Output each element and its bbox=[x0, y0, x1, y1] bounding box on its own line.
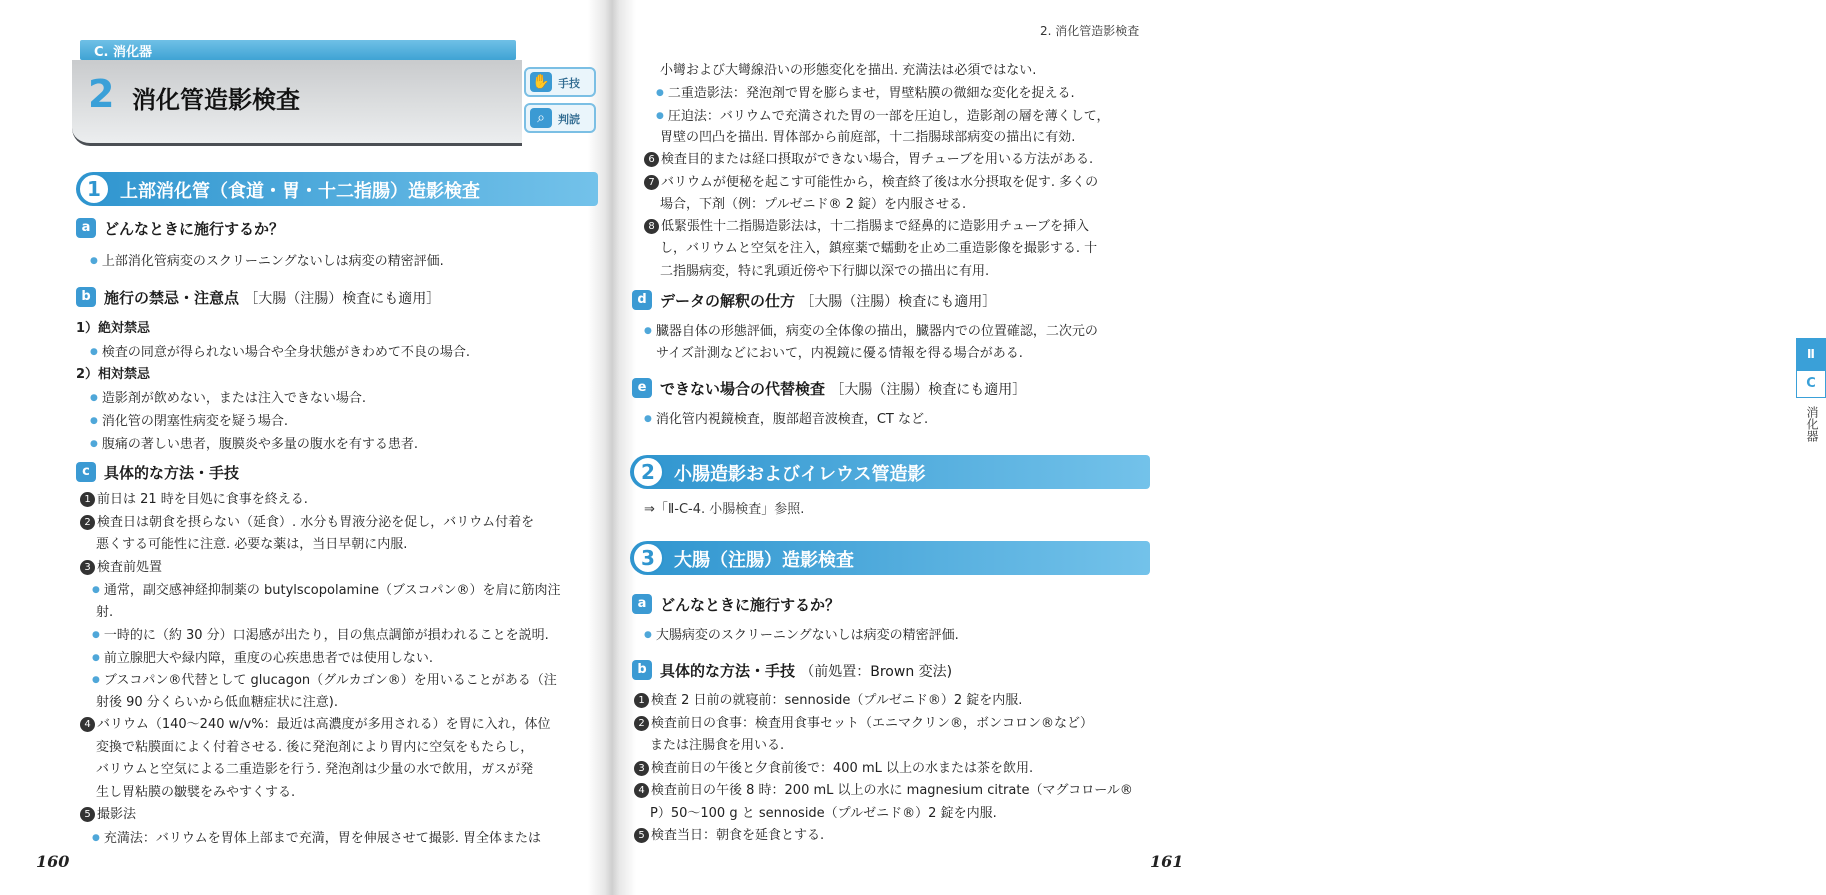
list-item-continued: サイズ計測などにおいて，内視鏡に優る情報を得る場合がある. bbox=[656, 346, 1023, 361]
side-tab-letter: C bbox=[1796, 370, 1826, 398]
skill-tags bbox=[524, 67, 596, 139]
list-item-continued bbox=[96, 784, 295, 802]
step-text: 検査目的または経口摂取ができない場合，胃チューブを用いる方法がある. bbox=[661, 152, 1094, 168]
step-number: 4 bbox=[80, 717, 95, 732]
step-text: 一時的に（約 30 分）口渇感が出たり，目の焦点調節が損われることを説明. bbox=[103, 628, 549, 643]
list-item-continued bbox=[96, 604, 113, 622]
side-tab-roman: Ⅱ bbox=[1796, 338, 1826, 370]
step-text: 通常，副交感神経抑制薬の butylscopolamine（ブスコパン®）を肩に筋肉注 bbox=[103, 583, 561, 598]
subheading-note: ［大腸（注腸）検査にも適用］ bbox=[244, 291, 441, 307]
numbered-step bbox=[634, 782, 1133, 800]
subheading-text: データの解釈の仕方 bbox=[660, 292, 796, 310]
hand-icon: ✋ bbox=[530, 72, 552, 92]
step-number: 7 bbox=[644, 175, 659, 190]
section-number: 3 bbox=[632, 542, 664, 574]
list-item: ● 造影剤が飲めない，または注入できない場合. bbox=[90, 389, 366, 408]
subheading-c bbox=[76, 462, 576, 484]
step-text: 撮影法 bbox=[97, 807, 137, 822]
step-text: ブスコパン®代替として glucagon（グルカゴン®）を用いることがある（注 bbox=[103, 673, 557, 688]
list-item bbox=[92, 649, 433, 668]
subheading-letter: b bbox=[76, 287, 96, 307]
subheading-title bbox=[660, 660, 952, 681]
step-number: 3 bbox=[634, 761, 649, 776]
section-number: 2 bbox=[632, 456, 664, 488]
step-text: または注腸食を用いる. bbox=[650, 738, 785, 753]
subheading-text: 施行の禁忌・注意点 bbox=[104, 289, 240, 307]
subheading-e bbox=[632, 378, 1152, 400]
list-heading: 1）絶対禁忌 bbox=[76, 321, 151, 336]
subheading-letter: c bbox=[76, 462, 96, 482]
subheading-letter: b bbox=[632, 660, 652, 680]
step-text: バリウムと空気による二重造影を行う. 発泡剤は少量の水で飲用，ガスが発 bbox=[96, 762, 534, 777]
subheading-d bbox=[632, 290, 1152, 312]
section-title: 上部消化管（食道・胃・十二指腸）造影検査 bbox=[120, 181, 480, 202]
step-text: バリウムが便秘を起こす可能性から，検査終了後は水分摂取を促す. 多くの bbox=[661, 174, 1099, 190]
section-heading-3 bbox=[630, 541, 1150, 575]
numbered-step bbox=[644, 174, 1098, 192]
subheading-a2 bbox=[632, 594, 1152, 616]
numbered-step bbox=[80, 514, 534, 532]
step-number: 8 bbox=[644, 219, 659, 234]
step-number: 2 bbox=[80, 515, 95, 530]
step-number: 1 bbox=[634, 693, 649, 708]
left-page bbox=[0, 0, 600, 895]
subheading-text: 具体的な方法・手技 bbox=[660, 662, 796, 680]
list-item-continued bbox=[650, 737, 784, 755]
subheading-note: （前処置：Brown 変法) bbox=[800, 664, 953, 680]
numbered-step bbox=[634, 760, 1033, 778]
list-item: ● 上部消化管病変のスクリーニングないしは病変の精密評価. bbox=[90, 252, 444, 271]
cross-reference: ⇒「Ⅱ-C-4. 小腸検査」参照. bbox=[644, 502, 805, 517]
step-text: 射. bbox=[96, 604, 114, 620]
numbered-step bbox=[644, 151, 1093, 169]
list-item bbox=[656, 84, 1075, 103]
list-item: ● 検査の同意が得られない場合や全身状態がきわめて不良の場合. bbox=[90, 343, 470, 362]
page-number: 160 bbox=[36, 852, 70, 871]
list-item-continued bbox=[650, 805, 997, 823]
subheading-title bbox=[104, 287, 440, 308]
step-text: 圧迫法：バリウムで充満された胃の一部を圧迫し，造影剤の層を薄くして， bbox=[667, 108, 1110, 124]
list-item bbox=[92, 829, 541, 848]
subheading-letter: a bbox=[76, 218, 96, 238]
chapter-title: 消化管造影検査 bbox=[132, 86, 300, 114]
step-text: 悪くする可能性に注意. 必要な薬は，当日早朝に内服. bbox=[96, 537, 408, 552]
subheading-letter: a bbox=[632, 594, 652, 614]
tag-label: 判読 bbox=[558, 113, 580, 126]
chapter-side-tab bbox=[1796, 338, 1826, 442]
chapter-number: 2 bbox=[88, 72, 115, 116]
list-heading: 2）相対禁忌 bbox=[76, 367, 151, 382]
subheading-text: できない場合の代替検査 bbox=[660, 380, 826, 398]
list-item-continued bbox=[660, 240, 1097, 258]
numbered-step bbox=[80, 716, 550, 734]
step-text: 検査 2 日前の就寝前：sennoside（プルゼニド®）2 錠を内服. bbox=[651, 693, 1023, 708]
step-text: し，バリウムと空気を注入，鎮痙薬で蠕動を止め二重造影像を撮影する. 十 bbox=[660, 241, 1098, 257]
list-item bbox=[656, 107, 1109, 126]
step-text: 充満法：バリウムを胃体上部まで充満，胃を伸展させて撮影. 胃全体または bbox=[103, 830, 541, 846]
step-number: 5 bbox=[634, 828, 649, 843]
step-text: 小彎および大彎線沿いの形態変化を描出. 充満法は必須ではない. bbox=[660, 63, 1037, 78]
step-number: 6 bbox=[644, 152, 659, 167]
step-number: 4 bbox=[634, 783, 649, 798]
list-item: ● 消化管内視鏡検査，腹部超音波検査，CT など. bbox=[644, 410, 928, 429]
list-item bbox=[92, 626, 549, 645]
subheading-b bbox=[76, 287, 576, 309]
step-text: 場合，下剤（例：プルゼニド® 2 錠）を内服させる. bbox=[660, 196, 967, 212]
step-number: 5 bbox=[80, 807, 95, 822]
step-number: 3 bbox=[80, 560, 95, 575]
subheading-title bbox=[660, 290, 996, 311]
step-text: 前日は 21 時を目処に食事を終える. bbox=[97, 492, 308, 507]
step-text: 二重造影法：発泡剤で胃を膨らませ，胃壁粘膜の微細な変化を捉える. bbox=[667, 86, 1075, 102]
list-item bbox=[92, 671, 557, 690]
subheading-title: 具体的な方法・手技 bbox=[104, 464, 240, 482]
step-text: 生し胃粘膜の皺襞をみやすくする. bbox=[96, 784, 296, 800]
list-item bbox=[92, 581, 561, 600]
tag-label: 手技 bbox=[558, 77, 580, 90]
list-item-continued bbox=[96, 739, 533, 757]
step-number: 1 bbox=[80, 492, 95, 507]
step-text: 検査前日の午後と夕食前後で：400 mL 以上の水または茶を飲用. bbox=[651, 760, 1034, 776]
list-item-continued bbox=[660, 62, 1036, 80]
step-text: 前立腺肥大や緑内障，重度の心疾患患者では使用しない. bbox=[103, 650, 433, 666]
step-text: 検査日は朝食を摂らない（延食）. 水分も胃液分泌を促し，バリウム付着を bbox=[97, 514, 535, 530]
step-text: バリウム（140～240 w/v%：最近は高濃度が多用される）を胃に入れ，体位 bbox=[97, 717, 551, 732]
list-item: ● 臓器自体の形態評価，病変の全体像の描出，臓器内での位置確認，二次元の bbox=[644, 322, 1098, 341]
subheading-title: どんなときに施行するか？ bbox=[104, 220, 285, 238]
page-number: 161 bbox=[1150, 852, 1184, 871]
section-label-bar bbox=[80, 40, 516, 60]
side-tab-label: 消化器 bbox=[1805, 406, 1819, 442]
subheading-a bbox=[76, 218, 576, 240]
running-head: 2. 消化管造影検査 bbox=[1040, 24, 1140, 38]
section-label: C. 消化器 bbox=[94, 45, 153, 60]
list-item: ● 腹痛の著しい患者，腹膜炎や多量の腹水を有する患者. bbox=[90, 435, 418, 454]
numbered-step bbox=[634, 692, 1022, 710]
list-item-continued bbox=[96, 761, 533, 779]
numbered-step bbox=[634, 715, 1093, 733]
tag-technique bbox=[524, 67, 596, 97]
subheading-b2 bbox=[632, 660, 1152, 682]
numbered-step bbox=[634, 827, 824, 845]
right-page bbox=[630, 0, 1819, 895]
list-item: ● 消化管の閉塞性病変を疑う場合. bbox=[90, 412, 288, 431]
list-item-continued bbox=[96, 536, 407, 554]
list-item-continued bbox=[660, 196, 966, 214]
numbered-step bbox=[80, 806, 136, 824]
section-title: 大腸（注腸）造影検査 bbox=[674, 550, 854, 571]
step-text: P）50～100 g と sennoside（プルゼニド®）2 錠を内服. bbox=[650, 805, 997, 821]
list-item-continued bbox=[96, 694, 338, 712]
numbered-step bbox=[80, 491, 308, 509]
step-text: 変換で粘膜面によく付着させる. 後に発泡剤により胃内に空気をもたらし， bbox=[96, 739, 534, 755]
numbered-step bbox=[80, 559, 162, 577]
section-number: 1 bbox=[78, 173, 110, 205]
subheading-letter: e bbox=[632, 378, 652, 398]
list-item-continued bbox=[660, 263, 989, 281]
step-text: 検査前日の午後 8 時：200 mL 以上の水に magnesium citrate（マグコロール® bbox=[651, 783, 1133, 798]
list-item: ● 大腸病変のスクリーニングないしは病変の精密評価. bbox=[644, 626, 959, 645]
step-text: 射後 90 分くらいから低血糖症状に注意). bbox=[96, 694, 339, 710]
subheading-letter: d bbox=[632, 290, 652, 310]
section-title: 小腸造影およびイレウス管造影 bbox=[674, 464, 926, 485]
subheading-note: ［大腸（注腸）検査にも適用］ bbox=[800, 294, 997, 310]
step-text: 検査前日の食事：検査用食事セット（エニマクリン®，ボンコロン®など） bbox=[651, 715, 1094, 731]
step-text: 低緊張性十二指腸造影法は，十二指腸まで経鼻的に造影用チューブを挿入 bbox=[661, 219, 1089, 235]
list-item-continued bbox=[660, 129, 1075, 147]
subheading-title: どんなときに施行するか？ bbox=[660, 596, 841, 614]
step-text: 胃壁の凹凸を描出. 胃体部から前庭部，十二指腸球部病変の描出に有効. bbox=[660, 129, 1076, 145]
numbered-step bbox=[644, 218, 1089, 236]
section-heading-1 bbox=[76, 172, 598, 206]
subheading-note: ［大腸（注腸）検査にも適用］ bbox=[830, 382, 1027, 398]
magnifier-icon: ⌕ bbox=[530, 108, 552, 128]
step-number: 2 bbox=[634, 716, 649, 731]
step-text: 検査当日：朝食を延食とする. bbox=[651, 828, 825, 843]
step-text: 検査前処置 bbox=[97, 559, 163, 575]
subheading-title bbox=[660, 378, 1026, 399]
step-text: 二指腸病変，特に乳頭近傍や下行脚以深での描出に有用. bbox=[660, 263, 990, 279]
tag-interpretation bbox=[524, 103, 596, 133]
section-heading-2 bbox=[630, 455, 1150, 489]
